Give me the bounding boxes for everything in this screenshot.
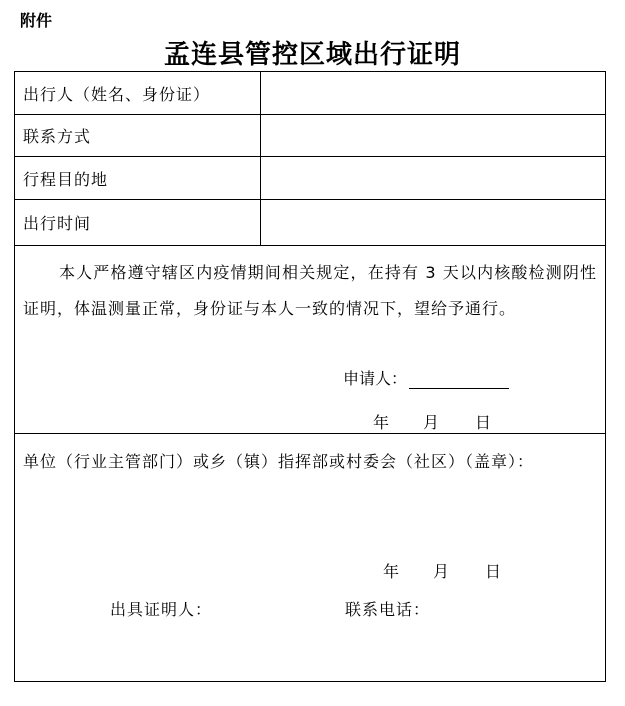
declaration-text: 本人严格遵守辖区内疫情期间相关规定，在持有 3 天以内核酸检测阴性证明，体温测量正常，身份证与本人一致的情况下，望给予通行。 — [23, 263, 597, 318]
issuer-label: 出具证明人： — [110, 600, 213, 619]
contact-field[interactable] — [260, 115, 605, 156]
destination-label: 行程目的地 — [23, 169, 109, 189]
approval-day: 日 — [485, 562, 502, 581]
declaration-day: 日 — [475, 413, 492, 432]
traveler-field[interactable] — [260, 72, 605, 114]
traveler-label: 出行人（姓名、身份证） — [23, 84, 211, 104]
phone-label: 联系电话： — [345, 600, 431, 619]
form-row-travel-time — [15, 200, 605, 246]
applicant-label: 申请人： — [343, 369, 408, 388]
page-title: 孟连县管控区域出行证明 — [163, 40, 461, 70]
declaration-year: 年 — [373, 413, 390, 432]
approval-year: 年 — [383, 562, 400, 581]
approval-label: 单位（行业主管部门）或乡（镇）指挥部或村委会（社区）（盖章）： — [23, 452, 535, 471]
form-row-contact — [15, 115, 605, 157]
approval-section — [15, 434, 605, 681]
travel-time-label: 出行时间 — [23, 214, 92, 233]
form-row-traveler — [15, 72, 605, 115]
declaration-month: 月 — [423, 413, 440, 432]
contact-label: 联系方式 — [23, 127, 92, 146]
destination-field[interactable] — [260, 157, 605, 199]
travel-time-field[interactable] — [260, 200, 605, 245]
form-row-destination — [15, 157, 605, 200]
applicant-signature — [343, 366, 509, 389]
attachment-label: 附件 — [20, 11, 53, 30]
approval-month: 月 — [433, 562, 450, 581]
applicant-signature-line[interactable] — [409, 370, 509, 389]
declaration-section — [15, 246, 605, 434]
certificate-form — [14, 71, 606, 682]
